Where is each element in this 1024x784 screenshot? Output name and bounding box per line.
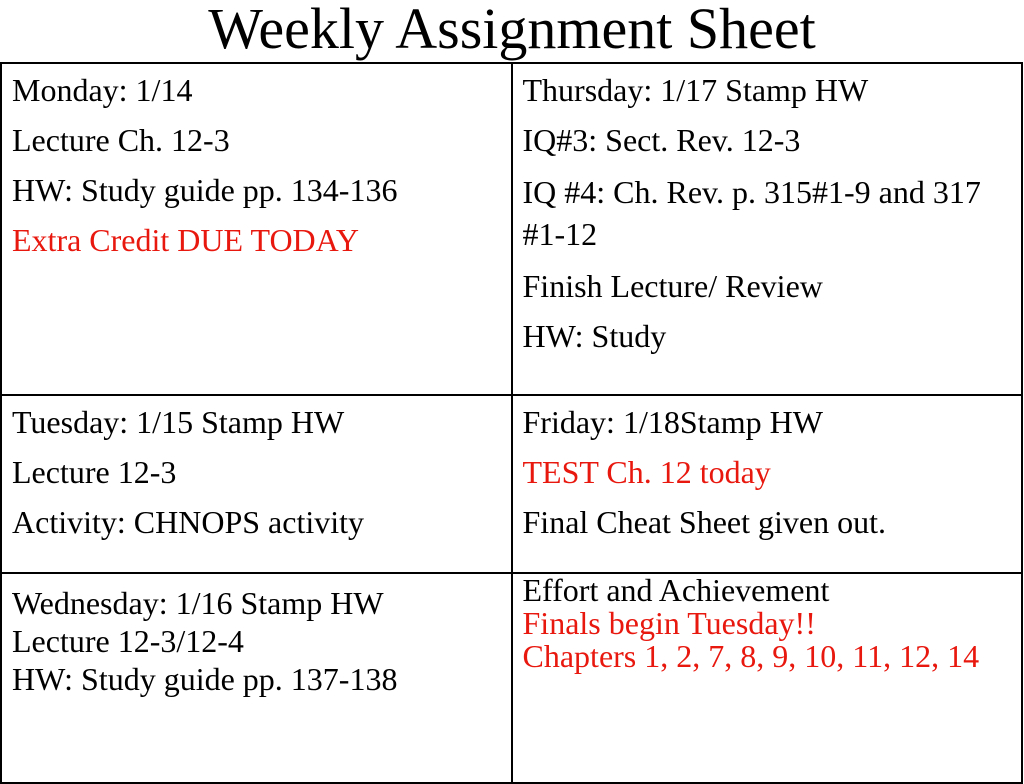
tuesday-lecture: Lecture 12-3 [12, 454, 177, 490]
wednesday-cell [1, 573, 512, 783]
assignment-table [0, 62, 1023, 784]
friday-cheat-sheet: Final Cheat Sheet given out. [522, 504, 886, 540]
thursday-homework: HW: Study [522, 318, 667, 354]
tuesday-activity: Activity: CHNOPS activity [12, 504, 364, 540]
notes-chapters: Chapters 1, 2, 7, 8, 9, 10, 11, 12, 14 [522, 638, 980, 674]
wednesday-homework: HW: Study guide pp. 137-138 [12, 661, 398, 697]
table-row [1, 395, 1022, 573]
wednesday-lecture: Lecture 12-3/12-4 [12, 623, 244, 659]
page-title: Weekly Assignment Sheet [208, 0, 816, 61]
monday-extra-credit: Extra Credit DUE TODAY [12, 222, 359, 258]
notes-cell [512, 573, 1023, 783]
notes-finals: Finals begin Tuesday!! [522, 605, 816, 641]
thursday-iq3: IQ#3: Sect. Rev. 12-3 [522, 122, 801, 158]
thursday-lecture: Finish Lecture/ Review [522, 268, 823, 304]
thursday-iq4: IQ #4: Ch. Rev. p. 315#1-9 and 317 #1-12 [522, 174, 981, 252]
table-row [1, 573, 1022, 783]
friday-heading: Friday: 1/18Stamp HW [522, 404, 823, 440]
monday-cell [1, 63, 512, 395]
thursday-cell [512, 63, 1023, 395]
thursday-heading: Thursday: 1/17 Stamp HW [522, 72, 869, 108]
tuesday-heading: Tuesday: 1/15 Stamp HW [12, 404, 345, 440]
monday-lecture: Lecture Ch. 12-3 [12, 122, 230, 158]
wednesday-heading: Wednesday: 1/16 Stamp HW [12, 585, 384, 621]
notes-effort: Effort and Achievement [522, 572, 830, 608]
table-row [1, 63, 1022, 395]
tuesday-cell [1, 395, 512, 573]
friday-cell [512, 395, 1023, 573]
monday-homework: HW: Study guide pp. 134-136 [12, 172, 398, 208]
friday-test: TEST Ch. 12 today [522, 454, 771, 490]
monday-heading: Monday: 1/14 [12, 72, 193, 108]
